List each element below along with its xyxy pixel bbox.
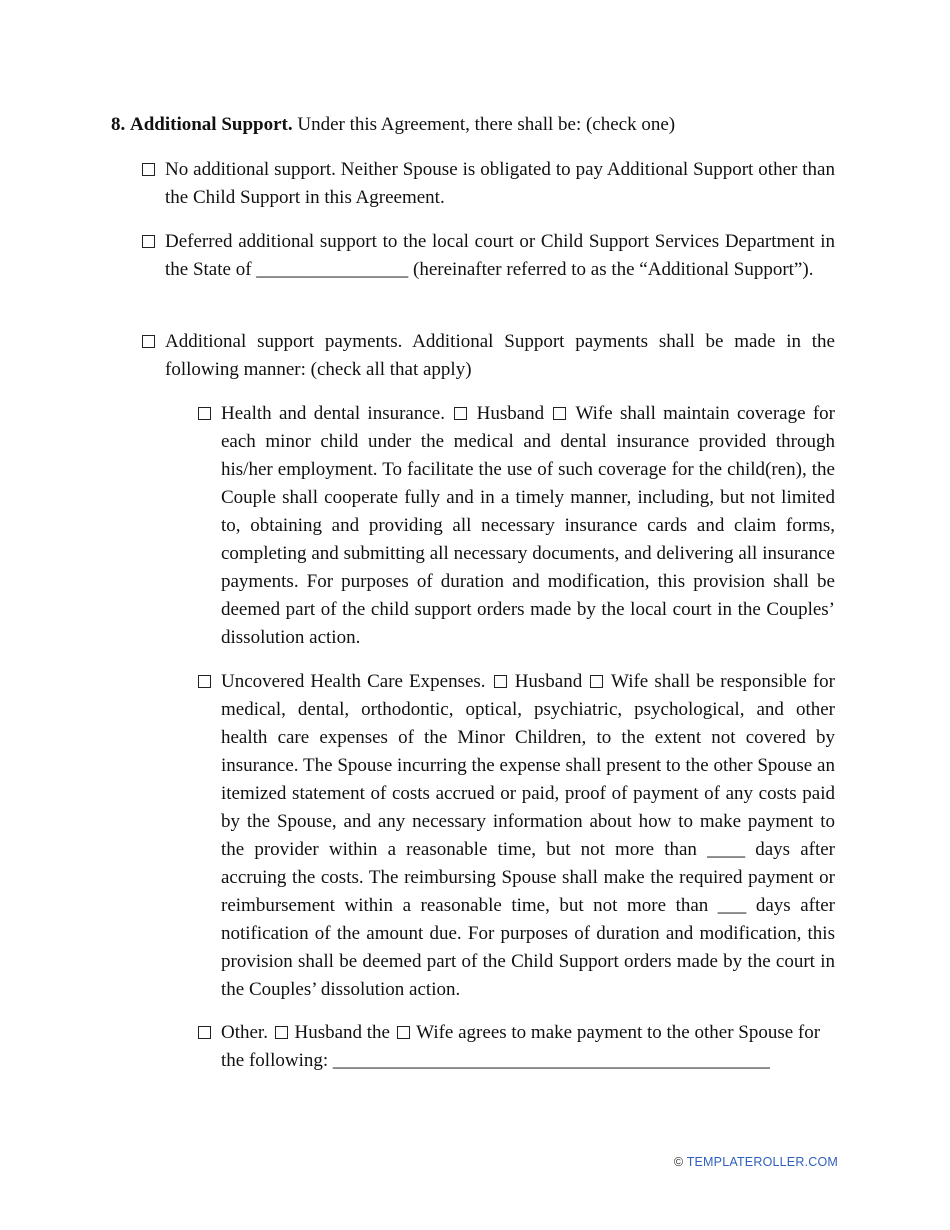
insurance-wife-label: Wife [575, 403, 613, 424]
deferred-text: Deferred additional support to the local court or Child Support Services Department in the State of ________________ (hereinafter referred to as the “Additional Support”). [165, 231, 835, 280]
insurance-wife-checkbox[interactable] [553, 407, 566, 420]
option-no-support [142, 156, 838, 212]
option-deferred [142, 228, 838, 284]
other-wife-checkbox[interactable] [397, 1026, 410, 1039]
uncovered-text [221, 668, 835, 1004]
footer-credit [674, 1155, 838, 1169]
insurance-text [221, 400, 835, 652]
other-husband-checkbox[interactable] [275, 1026, 288, 1039]
uncovered-wife-checkbox[interactable] [590, 675, 603, 688]
section-number: 8. [111, 114, 126, 135]
suboption-insurance [198, 400, 838, 652]
no-support-checkbox[interactable] [142, 163, 155, 176]
other-wife-label: Wife [416, 1022, 454, 1043]
insurance-husband-label: Husband [476, 403, 545, 424]
uncovered-body: shall be responsible for medical, dental, orthodontic, optical, psychiatric, psychological, and other health care expenses of the Minor Children, to the extent not covered by insurance. The Spouse incurring the expense shall present to the other Spouse an itemized statement of costs accrued or paid, proof of payment of any costs paid by the Spouse, and any necessary information about how to make payment to the provider within a reasonable time, but not more than ____ days after accruing the costs. The reimbursing Spouse shall make the required payment or reimbursement within a reasonable time, but not more than ___ days after notification of the amount due. For purposes of duration and modification, this provision shall be deemed part of the Child Support orders made by the court in the Couples’ dissolution action. [221, 671, 836, 1000]
suboption-other [198, 1019, 838, 1075]
insurance-husband-checkbox[interactable] [454, 407, 467, 420]
uncovered-checkbox[interactable] [198, 675, 211, 688]
payments-checkbox[interactable] [142, 335, 155, 348]
uncovered-wife-label: Wife [611, 671, 649, 692]
uncovered-husband-label: Husband [514, 671, 583, 692]
other-body: agrees to make payment to the other Spouse for the following: ______________________________________________ [221, 1022, 821, 1071]
deferred-checkbox[interactable] [142, 235, 155, 248]
other-checkbox[interactable] [198, 1026, 211, 1039]
insurance-lead: Health and dental insurance. [221, 403, 445, 424]
payments-text: Additional support payments. Additional Support payments shall be made in the following manner: (check all that apply) [165, 331, 835, 380]
templateroller-link[interactable]: TEMPLATEROLLER.COM [686, 1155, 838, 1169]
insurance-checkbox[interactable] [198, 407, 211, 420]
section-title: Additional Support. [130, 114, 293, 135]
copyright-symbol: © [673, 1155, 684, 1169]
other-text [221, 1019, 835, 1075]
insurance-body: shall maintain coverage for each minor child under the medical and dental insurance provided through his/her employment. To facilitate the use of such coverage for the child(ren), the Couple shall cooperate fully and in a timely manner, including, but not limited to, obtaining and providing all necessary insurance cards and claim forms, completing and submitting all necessary documents, and delivering all insurance payments. For purposes of duration and modification, this provision shall be deemed part of the child support orders made by the local court in the Couples’ dissolution action. [221, 403, 835, 648]
other-husband-label: Husband the [294, 1022, 390, 1043]
section-heading [111, 111, 838, 139]
no-support-text: No additional support. Neither Spouse is obligated to pay Additional Support other than the Child Support in this Agreement. [165, 159, 835, 208]
other-lead: Other. [221, 1022, 268, 1043]
uncovered-lead: Uncovered Health Care Expenses. [221, 671, 486, 692]
section-intro: Under this Agreement, there shall be: (check one) [297, 114, 676, 135]
suboption-uncovered [198, 668, 838, 1004]
option-payments [142, 328, 838, 384]
uncovered-husband-checkbox[interactable] [494, 675, 507, 688]
